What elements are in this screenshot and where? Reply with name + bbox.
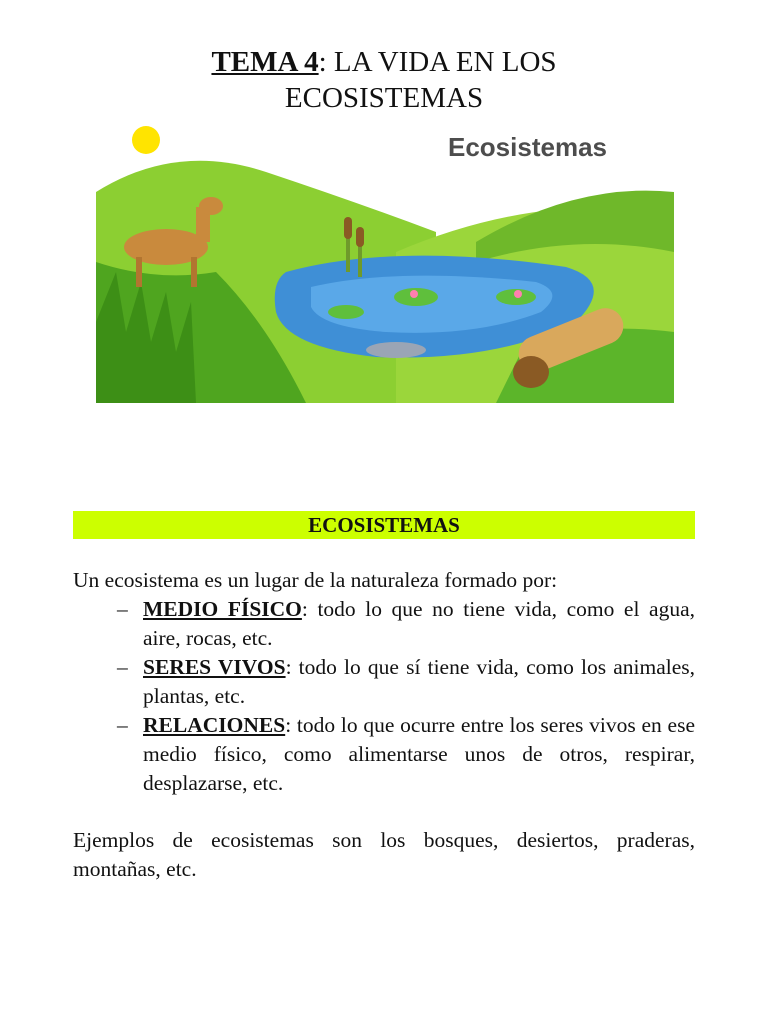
list-item-term: MEDIO FÍSICO [143,597,302,621]
list-item [73,595,695,653]
component-list [73,595,695,798]
title-line1-rest: : LA VIDA EN LOS [318,46,557,78]
list-dash: – [117,713,128,737]
list-item-text: : todo lo que no tiene vida, como el agua, aire, rocas, etc. [143,597,695,650]
list-item-text: : todo lo que ocurre entre los seres vivos en ese medio físico, como alimentarse unos de otros, respirar, desplazarse, etc. [143,713,695,795]
list-item-term: SERES VIVOS [143,655,286,679]
title-line-1 [0,44,768,80]
page-title [0,44,768,116]
illustration-label: Ecosistemas [448,132,607,162]
section-heading: ECOSISTEMAS [73,511,695,539]
title-line-2: ECOSISTEMAS [284,82,484,114]
list-dash: – [117,597,128,621]
list-item [73,653,695,711]
ecosystem-illustration [96,122,674,403]
intro-text: Un ecosistema es un lugar de la naturaleza formado por: [73,568,558,592]
title-prefix: TEMA 4 [211,46,319,78]
section-body [73,566,695,884]
list-item [73,711,695,798]
list-item-text: : todo lo que sí tiene vida, como los animales, plantas, etc. [143,655,696,708]
examples-text: Ejemplos de ecosistemas son los bosques, desiertos, praderas, montañas, etc. [73,828,695,881]
ecosystem-scene [96,122,674,403]
list-item-term: RELACIONES [143,713,286,737]
list-dash: – [117,655,128,679]
